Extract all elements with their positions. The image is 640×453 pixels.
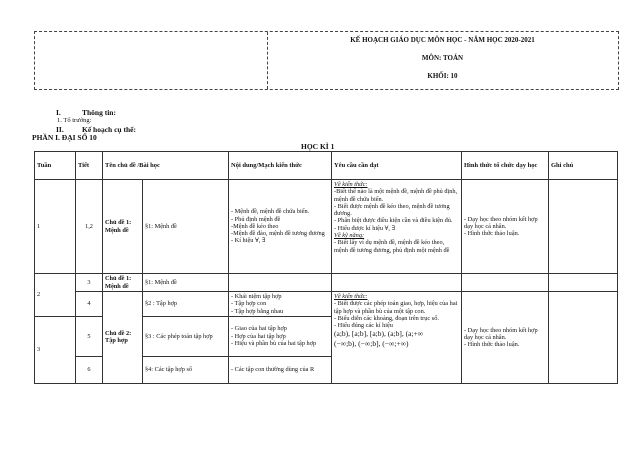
part-heading: PHẦN I. ĐẠI SỐ 10 <box>32 133 97 142</box>
requirements-cell <box>332 180 462 274</box>
notes-cell <box>549 274 618 292</box>
knowledge-label: Về kiến thức: <box>334 181 368 188</box>
lesson-cell: §3 : Các phép toán tập hợp <box>143 316 229 356</box>
teaching-form-cell <box>462 274 549 292</box>
table-row <box>35 180 618 274</box>
content-item: - Hiệu và phần bù của hai tập hợp <box>240 340 329 347</box>
content-cell <box>229 316 332 356</box>
content-cell <box>229 292 332 317</box>
content-item: - Các tập con thường dùng của R <box>240 366 329 373</box>
content-item: - Tập hợp bằng nhau <box>240 308 329 315</box>
content-item: - Tập hợp con <box>240 300 329 307</box>
col-header-notes: Ghi chú <box>549 152 618 180</box>
content-cell <box>229 274 332 292</box>
table-header-row <box>35 152 618 180</box>
period-cell: 3 <box>76 274 103 292</box>
plan-table <box>34 151 618 384</box>
table-row <box>35 292 618 317</box>
teaching-form-cell: - Dạy học theo nhóm kết hợp dạy học cá nhân. - Hình thức thảo luận. <box>462 292 549 384</box>
knowledge-label: Về kiến thức: <box>334 293 368 300</box>
topic-cell: Chủ đề 1: Mệnh đề <box>103 274 143 292</box>
header-box <box>34 31 619 90</box>
topic-cell: Chủ đề 1: Mệnh đề <box>103 180 143 274</box>
term-heading: HỌC KÌ 1 <box>301 142 335 151</box>
col-header-teaching-form: Hình thức tổ chức dạy học <box>462 152 549 180</box>
content-cell <box>229 356 332 383</box>
lesson-cell: §2 : Tập hợp <box>143 292 229 317</box>
notes-cell <box>549 292 618 384</box>
content-item: - Khái niệm tập hợp <box>240 293 329 300</box>
topic-cell: Chủ đề 2: Tập hợp <box>103 292 143 384</box>
period-cell: 1,2 <box>76 180 103 274</box>
week-cell: 3 <box>35 316 76 383</box>
lesson-cell: §1: Mệnh đề <box>143 180 229 274</box>
interval-notation-2: (−∞;b), (−∞;b], (−∞;+∞) <box>334 339 409 349</box>
section-1-label: Thông tin: <box>82 108 116 117</box>
team-leader-line: 1. Tổ trưởng: <box>57 117 92 124</box>
section-2-label: Kế hoạch cụ thể: <box>82 125 136 134</box>
lesson-cell: §1: Mệnh đề <box>143 274 229 292</box>
lesson-cell: §4: Các tập hợp số <box>143 356 229 383</box>
skills-label: Về kỹ năng: <box>334 232 365 240</box>
teaching-form-cell: - Dạy học theo nhóm kết hợp dạy học cá nhân. - Hình thức thảo luận. <box>462 180 549 274</box>
period-cell: 4 <box>76 292 103 317</box>
week-cell: 2 <box>35 274 76 317</box>
table-row <box>35 274 618 292</box>
subject-line: MÔN: TOÁN <box>421 54 464 62</box>
content-item: - Giao của hai tập hợp <box>240 325 329 332</box>
requirements-cell <box>332 292 462 384</box>
knowledge-text: -Biết thế nào là một mệnh đề, mệnh đề phủ định, mệnh đề chứa biến. - Biết được mệnh đề kéo theo, mệnh đề tương đương. - Phân biệt được điều kiện cần và điều kiện đủ. - Hiểu được kí hiệu ∀, ∃ <box>334 188 458 232</box>
col-header-week: Tuần <box>35 152 76 180</box>
col-header-period: Tiết <box>76 152 103 180</box>
period-cell: 5 <box>76 316 103 356</box>
skills-text: - Biết lấy ví dụ mệnh đề, mệnh đề kéo theo, mệnh đề tương đương, phủ định một mệnh đề <box>334 239 450 254</box>
col-header-content: Nội dung/Mạch kiến thức <box>229 152 332 180</box>
week-cell: 1 <box>35 180 76 274</box>
knowledge-text: - Biết được các phép toán giao, hợp, hiệu của hai tập hợp và phần bù của một tập con. - Biểu diễn các khoảng, đoạn trên trục số. - Hiểu đúng các kí hiệu <box>334 300 458 330</box>
period-cell: 6 <box>76 356 103 383</box>
col-header-requirements: Yêu cầu cần đạt <box>332 152 462 180</box>
requirements-cell <box>332 274 462 292</box>
interval-notation-1: (a;b), [a;b], [a;b), (a;b], (a;+∞ <box>334 329 424 339</box>
content-cell: - Mệnh đề, mệnh đề chứa biến. - Phủ định mệnh đề -Mệnh đề kéo theo -Mệnh đề đảo, mệnh đề tương đương - Kí hiệu ∀, ∃ <box>229 180 332 274</box>
content-item: - Hợp của hai tập hợp <box>240 333 329 340</box>
notes-cell <box>549 180 618 274</box>
section-1-number: I. <box>56 108 61 117</box>
grade-line: KHỐI: 10 <box>427 72 458 80</box>
plan-title: KẾ HOẠCH GIÁO DỤC MÔN HỌC - NĂM HỌC 2020-2021 <box>350 36 535 44</box>
col-header-topic: Tên chủ đề /Bài học <box>103 152 229 180</box>
section-2-number: II. <box>56 125 64 134</box>
